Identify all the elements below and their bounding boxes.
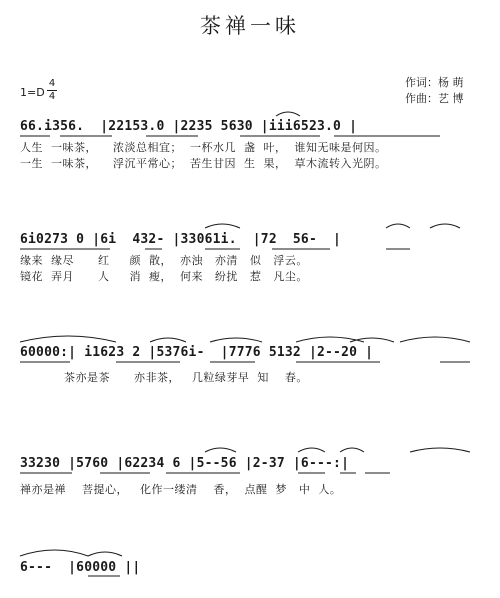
slur-mark	[400, 337, 470, 342]
slur-mark	[350, 338, 394, 342]
slur-mark	[410, 448, 470, 452]
lyricist-credit: 作词：杨 萌	[405, 76, 464, 89]
lyric-row-2-verse-2: 镜花 弄月 人 消 瘦， 何来 纷扰 惹 凡尘。	[20, 270, 308, 283]
composer-credit: 作曲：艺 博	[405, 92, 464, 105]
slur-mark	[205, 224, 240, 228]
time-signature	[47, 79, 57, 102]
notation-row-3: 60000:| i1623 2 |5376i- |7776 5132 |2--20 |	[20, 345, 374, 360]
slur-mark	[298, 448, 325, 452]
slur-mark	[276, 112, 300, 116]
slur-mark	[150, 338, 186, 342]
lyric-row-3-verse-1: 茶亦是茶 亦非茶， 几粒绿芽早 知 春。	[20, 371, 308, 384]
slur-mark	[20, 336, 116, 342]
lyric-row-1-verse-2: 一生 一味茶， 浮沉平常心； 苦生甘因 生 果， 草木流转入光阴。	[20, 157, 387, 170]
notation-row-2: 6i0273 0 |6i 432- |33061i. |72 56- |	[20, 232, 342, 247]
lyric-row-4-verse-1: 禅亦是禅 菩提心， 化作一缕清 香， 点醒 梦 中 人。	[20, 483, 342, 496]
slur-mark	[88, 552, 122, 556]
time-signature-bottom: 4	[48, 91, 56, 102]
lyric-row-1-verse-1: 人生 一味茶， 浓淡总相宜； 一杯水几 盏 叶， 谁知无味是何因。	[20, 141, 387, 154]
song-title: 茶禅一味	[200, 14, 300, 38]
slur-mark	[296, 337, 364, 342]
slur-mark	[430, 224, 460, 228]
slur-mark	[386, 224, 410, 228]
notation-row-5: 6--- |60000 ||	[20, 560, 141, 575]
slur-mark	[205, 448, 236, 452]
key-signature: 1=D	[20, 86, 45, 99]
time-signature-top: 4	[48, 78, 56, 89]
notation-row-4: 33230 |5760 |62234 6 |5--56 |2-37 |6---:|	[20, 456, 350, 471]
notation-row-1: 66.i356. |22153.0 |2235 5630 |iii6523.0 |	[20, 119, 358, 134]
slur-mark	[20, 550, 88, 556]
slur-mark	[210, 338, 262, 342]
slur-mark	[340, 448, 364, 452]
lyric-row-2-verse-1: 缘来 缘尽 红 颜 散， 亦浊 亦清 似 浮云。	[20, 254, 308, 267]
